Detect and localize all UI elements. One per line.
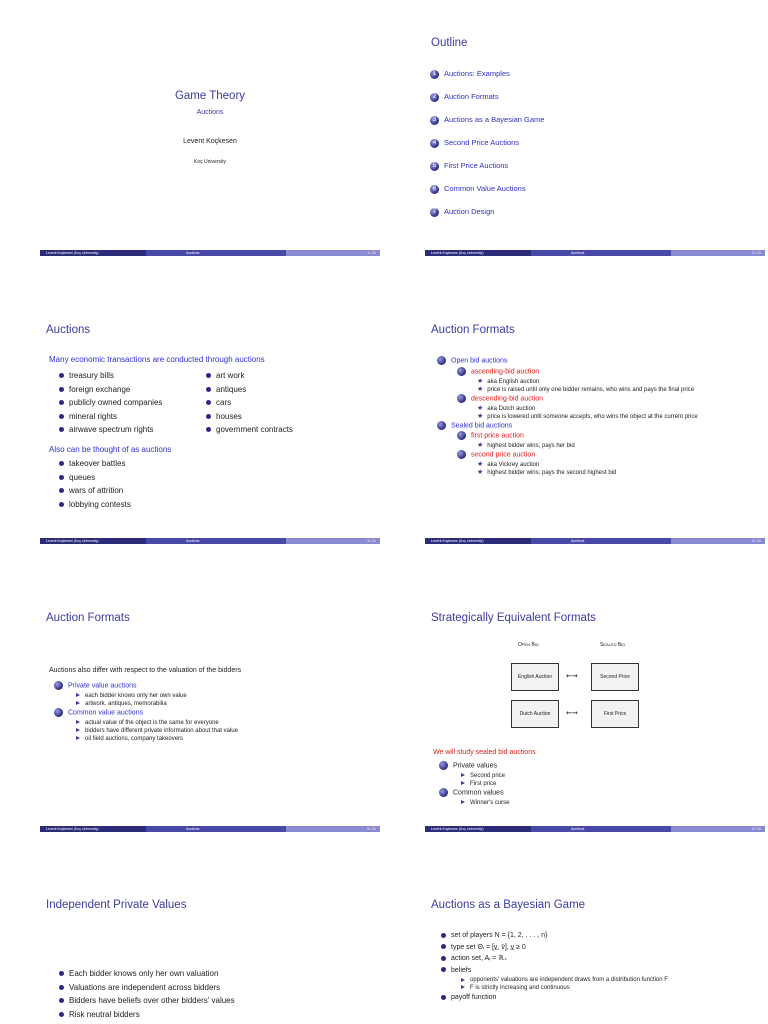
also-text: Also can be thought of as auctions	[49, 445, 172, 454]
list-item: First price	[439, 780, 510, 788]
second-price-box: Second Price	[591, 663, 639, 691]
also-list	[59, 457, 131, 511]
list-item: Bidders have beliefs over other bidders' values	[59, 994, 235, 1008]
outline-list	[430, 69, 544, 230]
footer-author: Levent Koçkesen (Koç University)	[425, 250, 531, 256]
list-item: Open bid auctions	[437, 356, 737, 367]
list-item: mineral rights	[59, 410, 162, 424]
list-item: set of players N = {1, 2, . . . , n}	[441, 930, 741, 942]
institution: Koç University	[194, 159, 226, 165]
list-item: Each bidder knows only her own valuation	[59, 967, 235, 981]
footer	[40, 538, 380, 544]
dutch-auction-box: Dutch Auction	[511, 700, 559, 728]
intro-text: Many economic transactions are conducted through auctions	[49, 355, 265, 364]
list-item: lobbying contests	[59, 498, 131, 512]
footer-page: 6 / 21	[671, 826, 765, 832]
slide-2	[425, 20, 765, 290]
valuation-list	[54, 681, 238, 743]
footer-page: 4 / 21	[671, 538, 765, 544]
list-item: ★ price is lowered until someone accepts, who wins the object at the current price	[477, 412, 698, 420]
bayesian-list	[441, 930, 741, 1004]
author: Levent Koçkesen	[183, 138, 237, 145]
list-item: ★ aka English auction	[477, 377, 540, 385]
list-item: Common value auctions	[54, 708, 238, 719]
list-item: payoff function	[441, 992, 741, 1004]
list-item: Common values	[439, 788, 510, 799]
footer-page: 5 / 21	[286, 826, 380, 832]
list-item: ★ highest bidder wins; pays the second highest bid	[477, 469, 617, 477]
ipv-list	[59, 967, 235, 1021]
list-item: Private values	[439, 761, 510, 772]
examples-col1	[59, 369, 162, 437]
footer-topic: Auctions	[531, 538, 671, 544]
footer-author: Levent Koçkesen (Koç University)	[425, 538, 531, 544]
list-item: Winner's curse	[439, 799, 510, 807]
number-ball-icon: 2	[430, 93, 439, 102]
list-item: ★ highest bidder wins; pays her bid	[477, 442, 575, 450]
list-item: government contracts	[206, 423, 293, 437]
equivalence-wave-icon: ⇜⇝	[566, 710, 578, 717]
number-ball-icon: 5	[430, 162, 439, 171]
footer	[40, 250, 380, 256]
study-list	[439, 761, 510, 807]
footer	[425, 250, 765, 256]
list-item: ascending-bid auction	[437, 367, 737, 378]
list-item: queues	[59, 471, 131, 485]
footer-author: Levent Koçkesen (Koç University)	[40, 826, 146, 832]
list-item: F is strictly increasing and continuous	[441, 984, 741, 992]
footer-topic: Auctions	[146, 250, 286, 256]
list-item: artwork, antiques, memorabilia	[54, 700, 238, 708]
list-item: opponents' valuations are independent draws from a distribution function F	[441, 976, 741, 984]
outline-item[interactable]: 3 Auctions as a Bayesian Game	[430, 115, 544, 138]
footer	[425, 538, 765, 544]
footer-author: Levent Koçkesen (Koç University)	[40, 250, 146, 256]
slide-5	[40, 596, 380, 866]
english-auction-box: English Auction	[511, 663, 559, 691]
col-sealed-label: Sealed Bid	[600, 642, 626, 648]
footer-topic: Auctions	[146, 826, 286, 832]
list-item: publicly owned companies	[59, 396, 162, 410]
slide-1	[40, 20, 380, 290]
study-text: We will study sealed bid auctions	[433, 749, 536, 756]
list-item: wars of attrition	[59, 484, 131, 498]
list-item: ★ price is raised until only one bidder remains, who wins and pays the final price	[477, 385, 695, 393]
equivalence-wave-icon: ⇜⇝	[566, 673, 578, 680]
footer-topic: Auctions	[531, 250, 671, 256]
list-item: first price auction	[437, 431, 737, 442]
slide-title: Independent Private Values	[46, 899, 187, 911]
slide-title: Auctions as a Bayesian Game	[431, 899, 586, 911]
list-item: Second price	[439, 772, 510, 780]
footer-page: 2 / 21	[671, 250, 765, 256]
list-item: takeover battles	[59, 457, 131, 471]
outline-item[interactable]: 6 Common Value Auctions	[430, 184, 544, 207]
slide-subtitle: Auctions	[196, 109, 224, 116]
list-item: descending-bid auction	[437, 394, 737, 405]
number-ball-icon: 4	[430, 139, 439, 148]
outline-item[interactable]: 1 Auctions: Examples	[430, 69, 544, 92]
list-item: Valuations are independent across bidders	[59, 981, 235, 995]
list-item: Sealed bid auctions	[437, 421, 737, 432]
slide-7	[40, 884, 380, 1024]
footer-topic: Auctions	[531, 826, 671, 832]
slide-8	[425, 884, 765, 1024]
list-item: type set Θᵢ = [v̲, v̄], v̲ ≥ 0	[441, 942, 741, 954]
outline-item[interactable]: 7 Auction Design	[430, 207, 544, 230]
list-item: foreign exchange	[59, 383, 162, 397]
intro-text: Auctions also differ with respect to the valuation of the bidders	[49, 667, 242, 674]
slide-title: Auctions	[46, 324, 91, 336]
list-item: Risk neutral bidders	[59, 1008, 235, 1022]
footer-author: Levent Koçkesen (Koç University)	[425, 826, 531, 832]
list-item: oil field auctions, company takeovers	[54, 735, 238, 743]
list-item: ★ aka Vickrey auction	[477, 461, 540, 469]
list-item: Private value auctions	[54, 681, 238, 692]
slide-6	[425, 596, 765, 866]
list-item: second price auction	[437, 450, 737, 461]
slide-title: Auction Formats	[46, 612, 130, 624]
number-ball-icon: 7	[430, 208, 439, 217]
footer	[40, 826, 380, 832]
slide-title: Auction Formats	[431, 324, 515, 336]
outline-item[interactable]: 4 Second Price Auctions	[430, 138, 544, 161]
slide-title: Strategically Equivalent Formats	[431, 612, 596, 624]
list-item: houses	[206, 410, 293, 424]
outline-item[interactable]: 5 First Price Auctions	[430, 161, 544, 184]
number-ball-icon: 6	[430, 185, 439, 194]
list-item: actual value of the object is the same for everyone	[54, 719, 238, 727]
list-item: action set, Aᵢ = ℝ₊	[441, 953, 741, 965]
footer-page: 3 / 21	[286, 538, 380, 544]
footer-author: Levent Koçkesen (Koç University)	[40, 538, 146, 544]
list-item: art work	[206, 369, 293, 383]
list-item: beliefs	[441, 965, 741, 977]
list-item: bidders have different private information about that value	[54, 727, 238, 735]
formats-list	[437, 356, 737, 477]
number-ball-icon: 3	[430, 116, 439, 125]
first-price-box: First Price	[591, 700, 639, 728]
number-ball-icon: 1	[430, 70, 439, 79]
list-item: airwave spectrum rights	[59, 423, 162, 437]
examples-col2	[206, 369, 293, 437]
list-item: cars	[206, 396, 293, 410]
list-item: treasury bills	[59, 369, 162, 383]
outline-item[interactable]: 2 Auction Formats	[430, 92, 544, 115]
footer-page: 1 / 21	[286, 250, 380, 256]
col-open-label: Open Bid	[518, 642, 539, 648]
slide-title: Game Theory	[174, 90, 246, 102]
slide-4	[425, 308, 765, 578]
footer-topic: Auctions	[146, 538, 286, 544]
footer	[425, 826, 765, 832]
slide-title: Outline	[431, 37, 468, 49]
list-item: each bidder knows only her own value	[54, 692, 238, 700]
slide-3	[40, 308, 380, 578]
list-item: antiques	[206, 383, 293, 397]
list-item: ★ aka Dutch auction	[477, 404, 536, 412]
